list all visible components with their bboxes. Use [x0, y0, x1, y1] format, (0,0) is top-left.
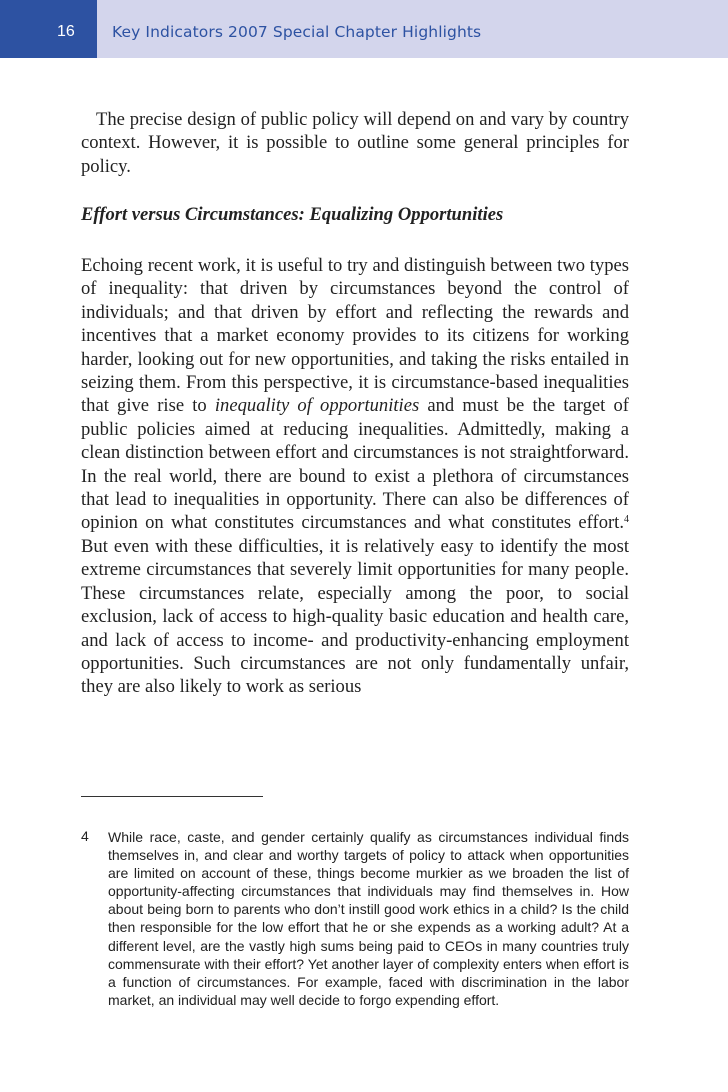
- section-heading: Effort versus Circumstances: Equalizing Opportunities: [81, 204, 504, 225]
- footnote-number: 4: [81, 828, 89, 844]
- footnote-reference[interactable]: 4: [624, 514, 629, 526]
- footnote-divider: [81, 796, 263, 797]
- body-paragraph: [81, 254, 629, 699]
- intro-paragraph: The precise design of public policy will depend on and vary by country context. However, it is possible to outline some general principles for policy.: [81, 109, 629, 177]
- body-text-part-a: Echoing recent work, it is useful to try and distinguish between two types of inequality: that driven by circumstances beyond the control of individuals; and that driven by effort and reflecting the rewards and incentives that a market economy provides to its citizens for working harder, looking out for new opportunities, and taking the risks entailed in seizing them. From this perspective, it is circumstance-based inequalities that give rise to: [81, 255, 629, 417]
- running-header: [0, 0, 728, 58]
- page-number: 16: [57, 23, 75, 40]
- running-title: Key Indicators 2007 Special Chapter Highlights: [112, 23, 482, 41]
- page-number-box: [0, 0, 97, 58]
- emphasis-inequality-of-opportunities: inequality of opportunities: [214, 395, 420, 417]
- body-text-part-b: and must be the target of public policies aimed at reducing inequalities. Admittedly, making a clean distinction between effort and circumstances is not straightforward. In the real world, there are bound to exist a plethora of circumstances that lead to inequalities in opportunity. There can also be differences of opinion on what constitutes circumstances and what constitutes effort.: [81, 395, 629, 534]
- footnote-text: While race, caste, and gender certainly qualify as circumstances individual finds themselves in, and clear and worthy targets of policy to attack when opportunities are limited on account of these, things become murkier as we broaden the list of opportunity-affecting circumstances that individuals may find themselves in. How about being born to parents who don’t instill good work ethics in a child? Is the child then responsible for the low effort that he or she expends as a working adult? At a different level, are the vastly high sums being paid to CEOs in many countries truly commensurate with their effort? Yet another layer of complexity enters when effort is a function of circumstances. For example, faced with discrimination in the labor market, an individual may well decide to forgo expending effort.: [108, 829, 629, 1008]
- body-text-part-c: But even with these difficulties, it is relatively easy to identify the most extreme circumstances that severely limit opportunities for many people. These circumstances relate, especially among the poor, to social exclusion, lack of access to high-quality basic education and health care, and lack of access to income- and productivity-enhancing employment opportunities. Such circumstances are not only fundamentally unfair, they are also likely to work as serious: [81, 535, 629, 698]
